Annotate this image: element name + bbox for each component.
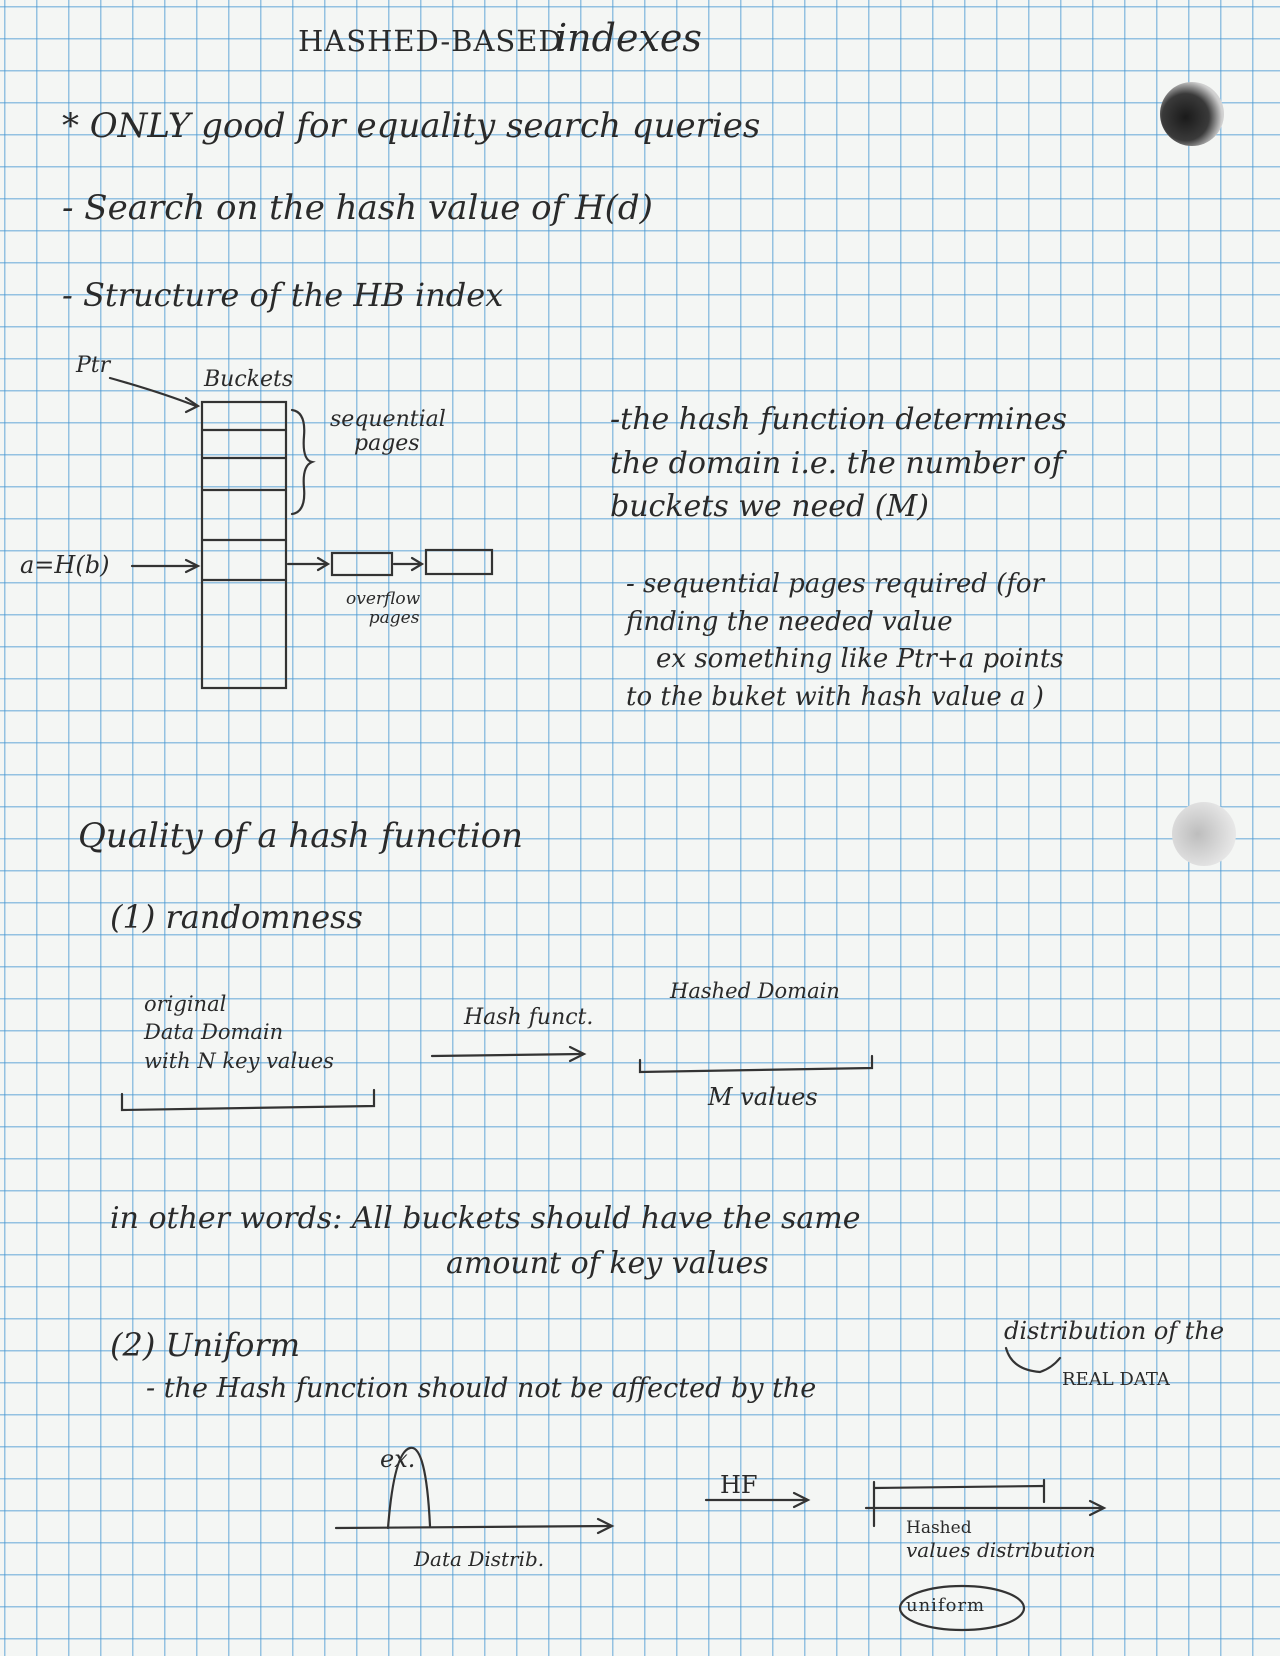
- title-part1: HASHED-BASED: [298, 24, 563, 58]
- quality-randomness: (1) randomness: [110, 898, 363, 936]
- diagram-ptr-label: Ptr: [76, 353, 111, 378]
- hf-label: HF: [720, 1471, 758, 1499]
- hash-funct-label: Hash funct.: [464, 1005, 594, 1030]
- quality-heading: Quality of a hash function: [78, 816, 524, 856]
- distribution-of-the: distribution of the: [1004, 1317, 1225, 1345]
- bullet-structure: - Structure of the HB index: [62, 276, 504, 314]
- bullet-equality: * ONLY good for equality search queries: [62, 106, 761, 146]
- hashed-values-label: Hashed values distribution: [906, 1518, 1096, 1563]
- uniform-circled-label: uniform: [906, 1595, 986, 1616]
- note-sequential-pages: - sequential pages required (for finding the needed value ex something like Ptr+a points to the buket with hash value a ): [626, 569, 1064, 713]
- note-hash-domain: -the hash function determines the domain i.e. the number of buckets we need (M): [610, 402, 1068, 524]
- diagram-buckets-label: Buckets: [204, 367, 294, 392]
- uniform-description: - the Hash function should not be affected by the: [146, 1373, 817, 1404]
- original-domain-label: original Data Domain with N key values: [144, 992, 334, 1073]
- quality-uniform: (2) Uniform: [110, 1326, 301, 1364]
- real-data-label: REAL DATA: [1062, 1369, 1170, 1390]
- diagram-overflow-label: overflow pages: [346, 589, 421, 628]
- bullet-search: - Search on the hash value of H(d): [62, 188, 653, 228]
- other-words-note: in other words: All buckets should have the same amount of key values: [110, 1201, 861, 1281]
- title-part2: indexes: [555, 16, 702, 60]
- data-distrib-label: Data Distrib.: [414, 1547, 545, 1571]
- diagram-hash-label: a=H(b): [20, 551, 110, 579]
- ex-label: ex.: [380, 1445, 416, 1473]
- diagram-sequential-label: sequential pages: [330, 407, 446, 457]
- hashed-domain-label: Hashed Domain: [670, 979, 840, 1003]
- m-values-label: M values: [708, 1083, 818, 1111]
